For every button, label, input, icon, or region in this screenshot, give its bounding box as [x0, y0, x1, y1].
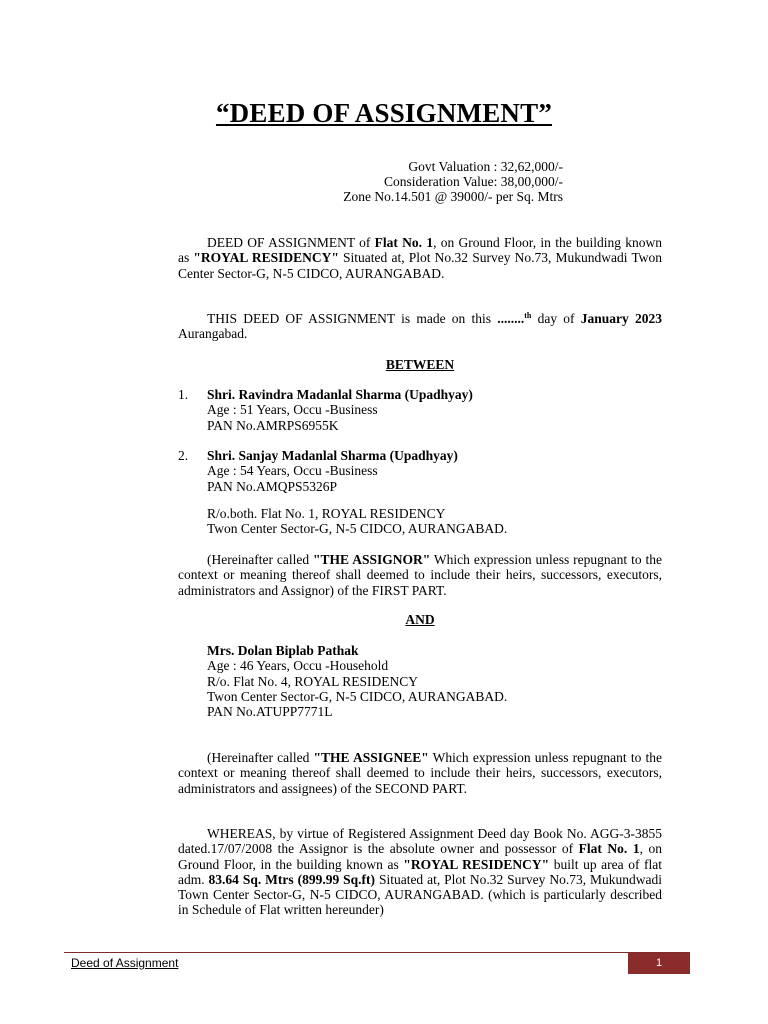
intro-prefix: DEED OF ASSIGNMENT of — [207, 235, 375, 250]
party-number-2: 2. — [178, 448, 189, 463]
assignee-name: Mrs. Dolan Biplab Pathak — [207, 643, 359, 658]
made-on-sup: th — [524, 311, 532, 320]
consideration-value: Consideration Value: 38,00,000/- — [384, 174, 563, 189]
assignee-age: Age : 46 Years, Occu -Household — [207, 658, 389, 674]
assignor-address-line-2: Twon Center Sector-G, N-5 CIDCO, AURANGABAD. — [207, 521, 508, 537]
whereas-flat: Flat No. 1 — [578, 841, 640, 857]
whereas-area: 83.64 Sq. Mtrs (899.99 Sq.ft) — [208, 871, 376, 887]
assignee-pan: PAN No.ATUPP7771L — [207, 704, 333, 720]
assignor-2-pan: PAN No.AMQPS5326P — [207, 478, 338, 494]
intro-flat: Flat No. 1 — [374, 235, 434, 250]
assignor-clause-bold: "THE ASSIGNOR" — [313, 552, 431, 567]
assignee — [207, 643, 507, 719]
whereas-part-4: Situated at, Plot No.32 Survey No.73, Mukundwadi Town Center Sector-G, N-5 CIDCO, AURANGABAD. (which is particularly described in Schedule of Flat written hereunder) — [178, 871, 662, 918]
assignor-clause-prefix: (Hereinafter called — [207, 552, 314, 567]
party-number-1: 1. — [178, 387, 189, 402]
assignor-clause — [178, 552, 662, 598]
assignee-address-line-2: Twon Center Sector-G, N-5 CIDCO, AURANGABAD. — [207, 688, 508, 704]
assignor-2-age: Age : 54 Years, Occu -Business — [207, 463, 378, 479]
intro-mid: , on Ground Floor, in the building known as — [178, 235, 662, 266]
intro-building: "ROYAL RESIDENCY" — [193, 250, 339, 266]
assignor-clause-suffix: Which expression unless repugnant to the context or meaning thereof shall deemed to include their heirs, successors, executors, administrators and Assignor) of the FIRST PART. — [178, 552, 662, 598]
assignee-address-line-1: R/o. Flat No. 4, ROYAL RESIDENCY — [207, 673, 419, 689]
assignor-1 — [207, 387, 473, 433]
whereas-paragraph — [178, 826, 662, 918]
assignor-address — [207, 506, 507, 537]
whereas-building: "ROYAL RESIDENCY" — [403, 856, 550, 872]
assignee-clause-suffix: Which expression unless repugnant to the context or meaning thereof shall deemed to include their heirs, successors, executors, administrators and assignees) of the SECOND PART. — [178, 750, 662, 796]
assignor-2 — [207, 448, 458, 494]
document-title: “DEED OF ASSIGNMENT” — [215, 98, 553, 128]
assignor-2-name: Shri. Sanjay Madanlal Sharma (Upadhyay) — [207, 448, 458, 463]
intro-suffix: Situated at, Plot No.32 Survey No.73, Mukundwadi Twon Center Sector-G, N-5 CIDCO, AURANGABAD. — [178, 250, 663, 281]
assignee-clause-prefix: (Hereinafter called — [207, 750, 314, 765]
made-on-date: January 2023 — [580, 311, 662, 326]
zone-rate: Zone No.14.501 @ 39000/- per Sq. Mtrs — [343, 189, 563, 204]
intro-paragraph — [178, 235, 662, 281]
page-number-badge: 1 — [628, 953, 690, 974]
whereas-part-2: , on Ground Floor, in the building known as — [178, 841, 663, 872]
assignee-clause-bold: "THE ASSIGNEE" — [313, 750, 429, 765]
footer-divider — [64, 952, 690, 953]
between-heading: BETWEEN — [385, 357, 455, 372]
assignor-1-name: Shri. Ravindra Madanlal Sharma (Upadhyay) — [207, 387, 473, 402]
and-heading: AND — [405, 612, 435, 627]
whereas-part-1: WHEREAS, by virtue of Registered Assignment Deed day Book No. AGG-3-3855 dated.17/07/2008 the Assignor is the absolute owner and possessor of — [178, 826, 662, 857]
made-on-mid: day of — [531, 311, 581, 326]
assignor-1-age: Age : 51 Years, Occu -Business — [207, 402, 378, 418]
made-on-dots: ........ — [497, 311, 525, 326]
made-on-suffix: Aurangabad. — [178, 326, 248, 342]
made-on-prefix: THIS DEED OF ASSIGNMENT is made on this — [207, 311, 498, 326]
whereas-part-3: built up area of flat adm. — [178, 856, 663, 887]
assignee-clause — [178, 750, 662, 796]
assignor-1-pan: PAN No.AMRPS6955K — [207, 417, 339, 433]
made-on-paragraph — [178, 311, 662, 342]
assignor-address-line-1: R/o.both. Flat No. 1, ROYAL RESIDENCY — [207, 506, 446, 521]
footer-label: Deed of Assignment — [71, 956, 179, 970]
govt-valuation: Govt Valuation : 32,62,000/- — [408, 159, 563, 174]
